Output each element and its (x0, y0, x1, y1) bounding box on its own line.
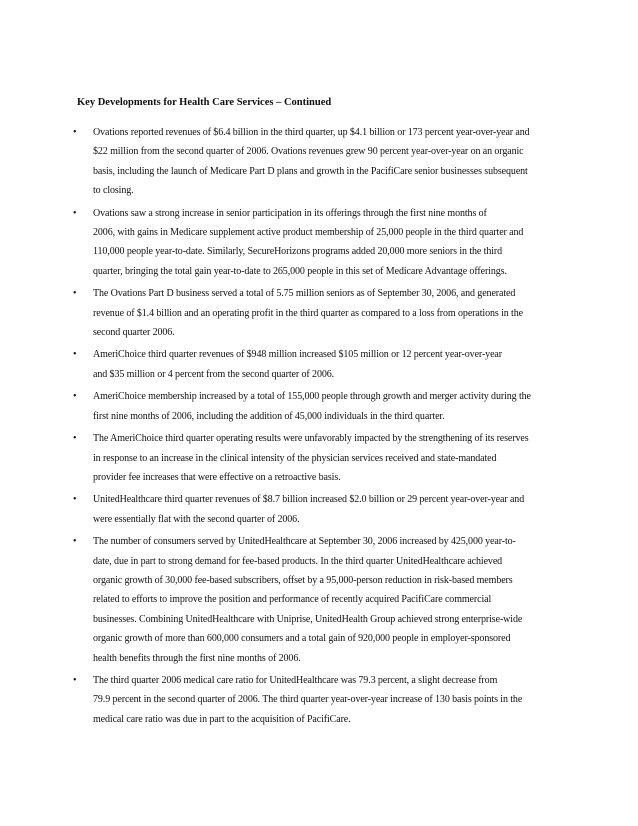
bullet-text (93, 284, 568, 342)
text-line: 79.9 percent in the second quarter of 2006. The third quarter year-over-year increase of 130 basis points in the (93, 694, 523, 706)
list-item (0, 345, 638, 384)
text-line: The number of consumers served by UnitedHealthcare at September 30, 2006 increased by 425,000 year-to- (93, 536, 516, 548)
bullet-icon: • (73, 288, 77, 300)
list-item (0, 387, 638, 426)
text-line: organic growth of more than 600,000 consumers and a total gain of 920,000 people in employer-sponsored (93, 633, 511, 645)
bullet-text (93, 671, 568, 729)
text-line: and $35 million or 4 percent from the second quarter of 2006. (93, 368, 335, 380)
bullet-text (93, 387, 568, 426)
text-line: medical care ratio was due in part to the acquisition of PacifiCare. (93, 713, 351, 725)
text-line: 110,000 people year-to-date. Similarly, SecureHorizons programs added 20,000 more seniors in the third (93, 246, 503, 258)
list-item (0, 532, 638, 668)
text-line: health benefits through the first nine months of 2006. (93, 652, 301, 664)
text-line: UnitedHealthcare third quarter revenues of $8.7 billion increased $2.0 billion or 29 percent year-over-year and (93, 494, 525, 506)
list-item (0, 490, 638, 529)
text-line: Ovations saw a strong increase in senior participation in its offerings through the first nine months of (93, 207, 487, 219)
bullet-text (93, 429, 568, 487)
key-developments-list (0, 123, 638, 732)
bullet-icon: • (73, 674, 77, 686)
bullet-text (93, 123, 568, 201)
text-line: businesses. Combining UnitedHealthcare with Uniprise, UnitedHealth Group achieved strong enterprise-wide (93, 613, 523, 625)
bullet-icon: • (73, 391, 77, 403)
bullet-icon: • (73, 494, 77, 506)
bullet-icon: • (73, 127, 77, 138)
text-line: revenue of $1.4 billion and an operating profit in the third quarter as compared to a loss from operations in the (93, 307, 523, 319)
text-line: The third quarter 2006 medical care ratio for UnitedHealthcare was 79.3 percent, a slight decrease from (93, 674, 498, 686)
text-line: second quarter 2006. (93, 327, 175, 339)
bullet-text (93, 345, 568, 384)
text-line: basis, including the launch of Medicare Part D plans and growth in the PacifiCare senior businesses subsequent (93, 165, 528, 177)
list-item (0, 204, 638, 282)
list-item (0, 671, 638, 729)
bullet-text (93, 490, 568, 529)
bullet-icon: • (73, 433, 77, 445)
text-line: The AmeriChoice third quarter operating results were unfavorably impacted by the strengthening of its reserves (93, 433, 529, 445)
list-item (0, 429, 638, 487)
bullet-icon: • (73, 207, 77, 219)
text-line: to closing. (93, 185, 134, 197)
text-line: The Ovations Part D business served a total of 5.75 million seniors as of September 30, 2006, and generated (93, 288, 516, 300)
text-line: first nine months of 2006, including the addition of 45,000 individuals in the third quarter. (93, 410, 445, 422)
text-line: organic growth of 30,000 fee-based subscribers, offset by a 95,000-person reduction in risk-based members (93, 574, 513, 586)
list-item (0, 284, 638, 342)
text-line: AmeriChoice membership increased by a total of 155,000 people through growth and merger activity during the (93, 391, 531, 403)
section-heading: Key Developments for Health Care Services – Continued (77, 97, 332, 108)
list-item (0, 123, 638, 201)
text-line: quarter, bringing the total gain year-to-date to 265,000 people in this set of Medicare Advantage offerings. (93, 265, 507, 277)
text-line: date, due in part to strong demand for fee-based products. In the third quarter UnitedHealthcare achieved (93, 555, 503, 567)
text-line: related to efforts to improve the position and performance of recently acquired PacifiCare commercial (93, 594, 492, 606)
text-line: Ovations reported revenues of $6.4 billion in the third quarter, up $4.1 billion or 173 percent year-over-year and (93, 127, 530, 138)
bullet-text (93, 532, 568, 668)
bullet-icon: • (73, 536, 77, 548)
text-line: $22 million from the second quarter of 2006. Ovations revenues grew 90 percent year-over-year on an organic (93, 146, 524, 158)
text-line: in response to an increase in the clinical intensity of the physician services received and state-mandated (93, 452, 497, 464)
bullet-icon: • (73, 349, 77, 361)
bullet-text (93, 204, 568, 282)
text-line: 2006, with gains in Medicare supplement active product membership of 25,000 people in the third quarter and (93, 227, 524, 239)
text-line: AmeriChoice third quarter revenues of $948 million increased $105 million or 12 percent year-over-year (93, 349, 502, 361)
text-line: were essentially flat with the second quarter of 2006. (93, 513, 300, 525)
text-line: provider fee increases that were effective on a retroactive basis. (93, 471, 341, 483)
